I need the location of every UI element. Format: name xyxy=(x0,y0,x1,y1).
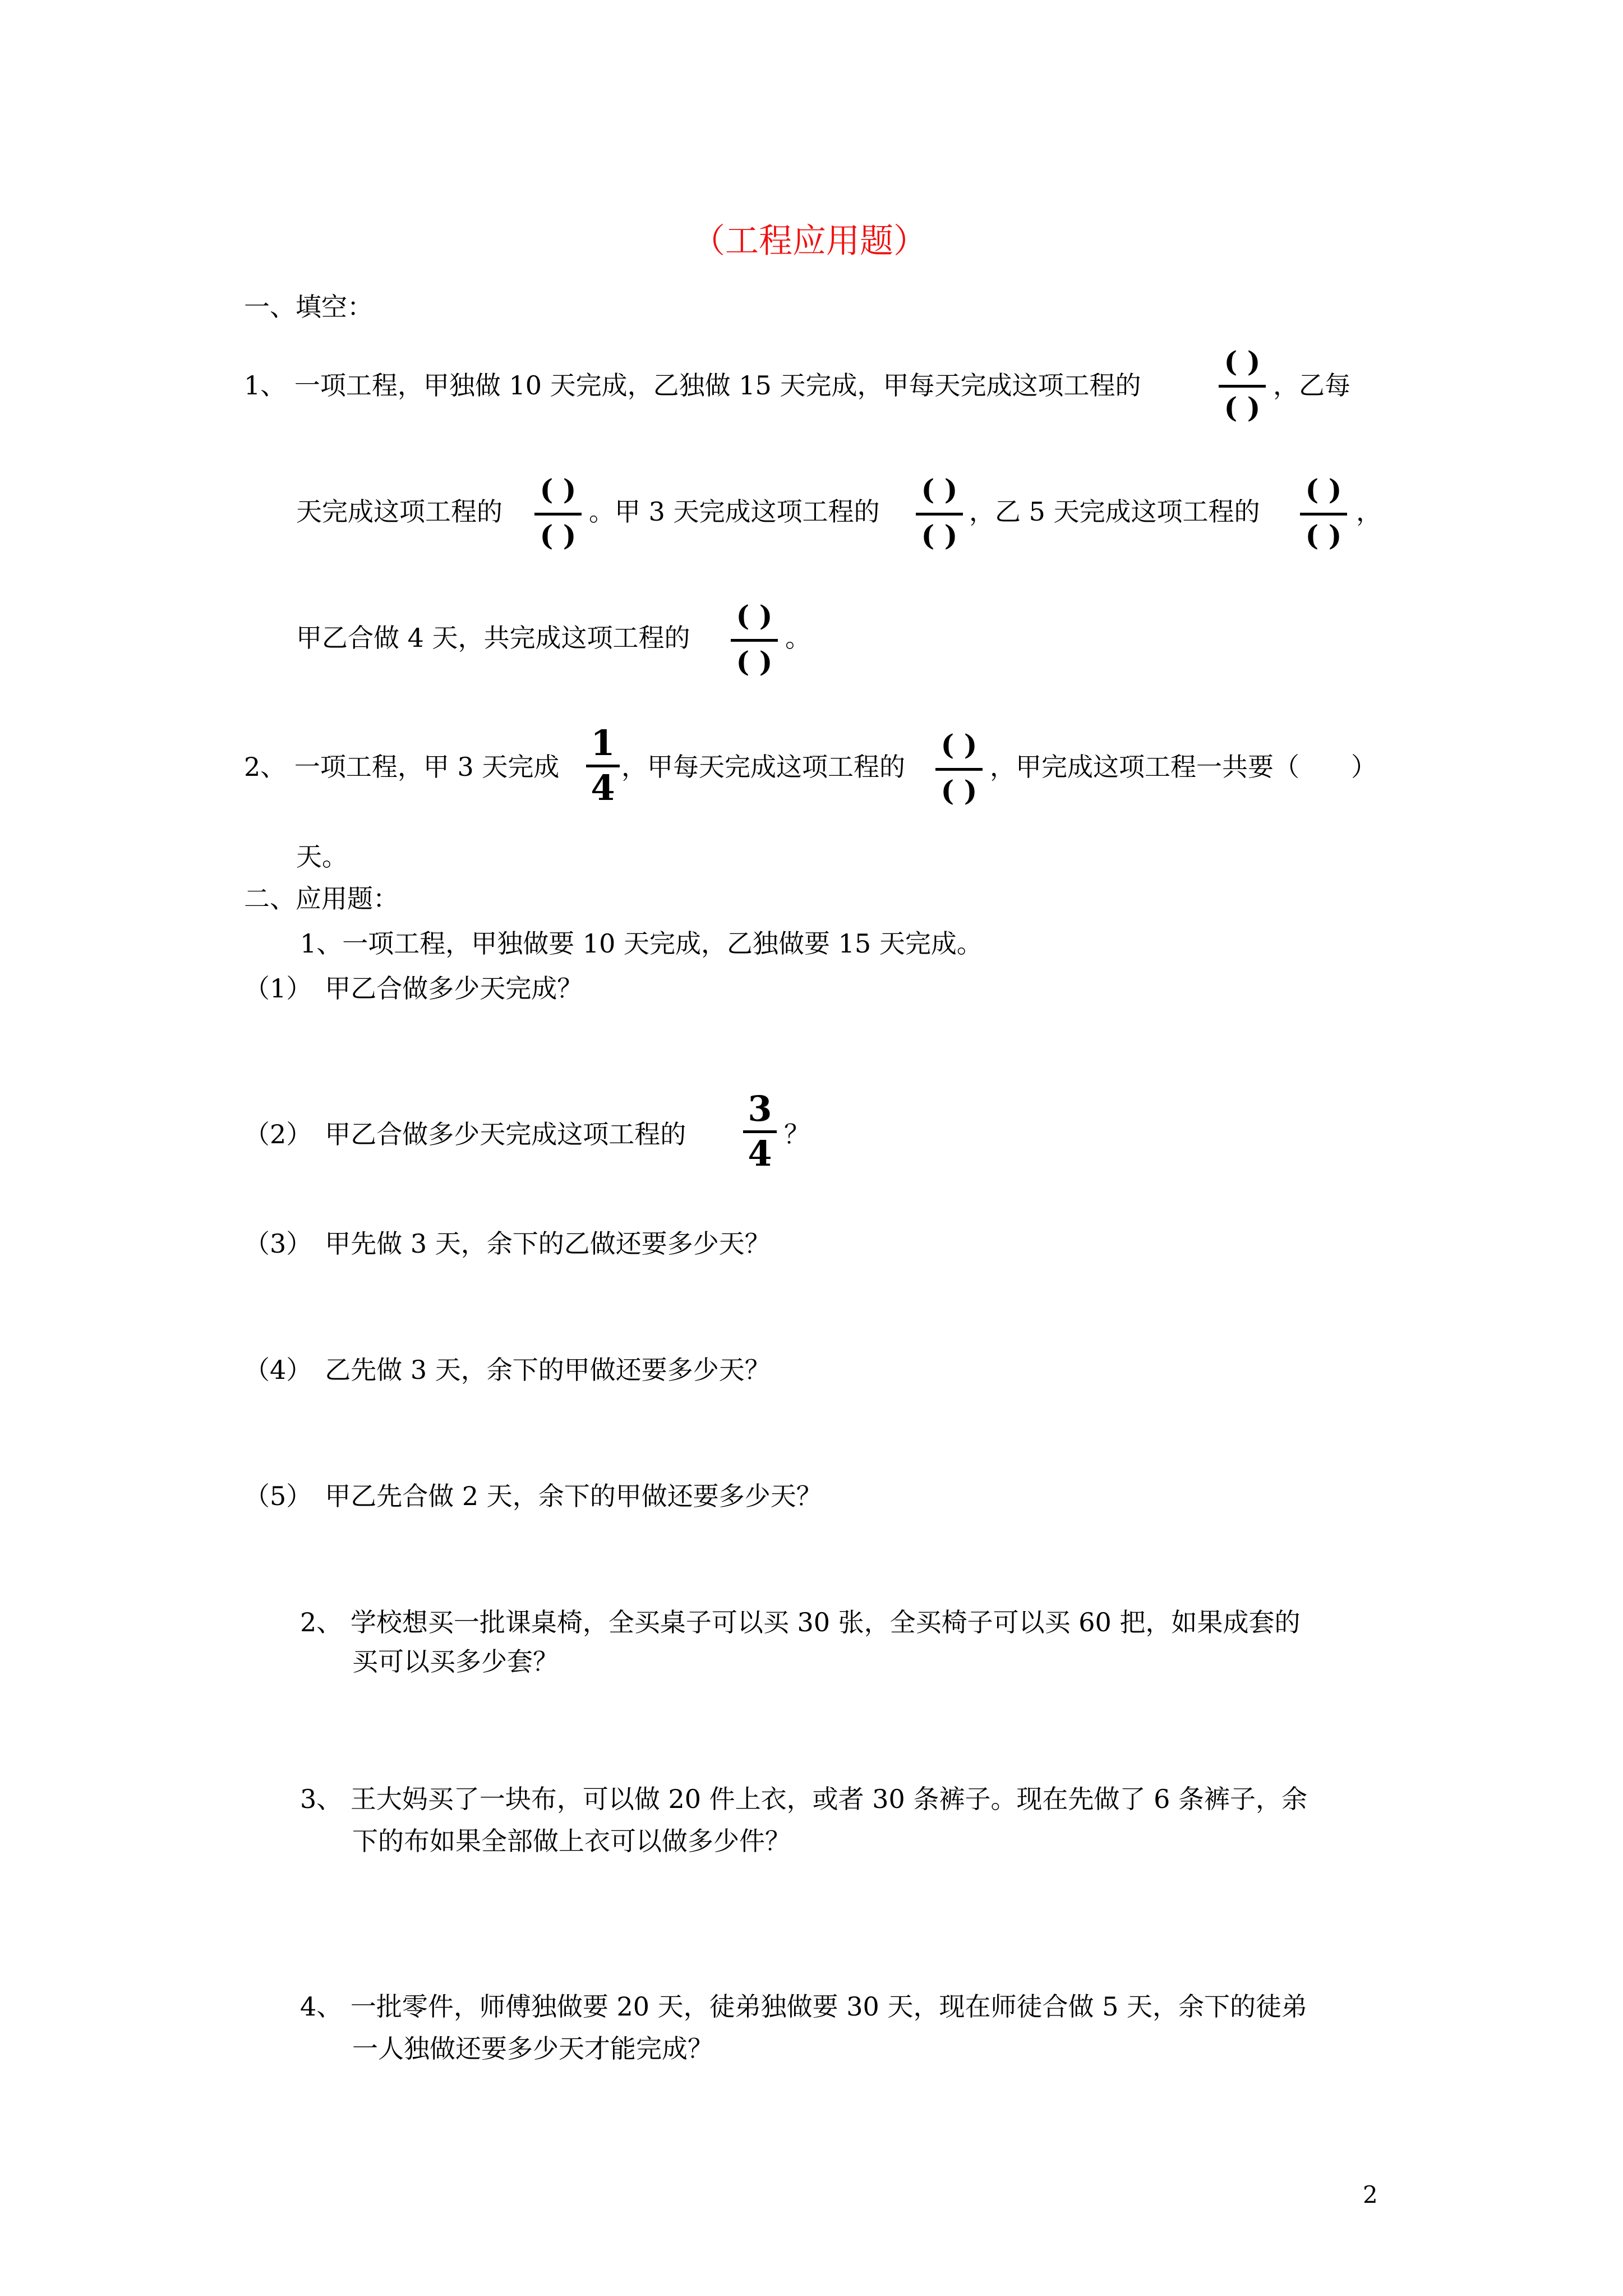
fraction-numerator: ( ) xyxy=(1224,345,1261,378)
fraction-numerator: 1 xyxy=(591,723,615,763)
q1-line1-text: 1、 一项工程，甲独做 10 天完成，乙独做 15 天完成，甲每天完成这项工程的 xyxy=(244,370,1141,401)
q1-line2-d: ， xyxy=(1356,496,1382,527)
q1-line3-b: 。 xyxy=(785,623,811,653)
fraction-denominator: ( ) xyxy=(921,519,958,552)
problem-2-line1: 2、 学校想买一批课桌椅，全买桌子可以买 30 张，全买椅子可以买 60 把，如果成套的 xyxy=(300,1607,1301,1637)
q1-line1-end: ，乙每 xyxy=(1273,370,1350,401)
answer-fraction-blank xyxy=(1214,343,1270,427)
fraction-numerator: ( ) xyxy=(540,473,577,506)
fraction-numerator: ( ) xyxy=(940,728,978,761)
q2-line1-b: ，甲每天完成这项工程的 xyxy=(621,752,905,782)
fraction-denominator: 4 xyxy=(591,767,615,808)
fraction-bar xyxy=(534,513,582,516)
sub-question-3: （3） 甲先做 3 天，余下的乙做还要多少天？ xyxy=(244,1228,771,1259)
problem-3-line1: 3、 王大妈买了一块布，可以做 20 件上衣，或者 30 条裤子。现在先做了 6 条裤子，余 xyxy=(300,1784,1307,1814)
fraction-denominator: 4 xyxy=(748,1133,772,1174)
q2-line1-c: ，甲完成这项工程一共要（ ） xyxy=(990,752,1377,782)
section-heading-word-problems: 二、应用题： xyxy=(244,884,399,914)
problem-1-intro: 1、一项工程，甲独做要 10 天完成，乙独做要 15 天完成。 xyxy=(300,928,983,959)
problem-4-line1: 4、 一批零件，师傅独做要 20 天，徒弟独做要 30 天，现在师徒合做 5 天，余下的徒弟 xyxy=(300,1991,1307,2022)
answer-fraction-blank xyxy=(530,471,586,555)
problem-3-line2: 下的布如果全部做上衣可以做多少件？ xyxy=(352,1826,791,1856)
page-title: （工程应用题） xyxy=(691,222,927,261)
fraction-denominator: ( ) xyxy=(940,774,978,807)
fraction-denominator: ( ) xyxy=(540,519,577,552)
fraction-numerator: 3 xyxy=(748,1088,772,1129)
sub-question-5: （5） 甲乙先合做 2 天，余下的甲做还要多少天？ xyxy=(244,1481,822,1511)
fraction-numerator: ( ) xyxy=(921,473,958,506)
q1-line3-a: 甲乙合做 4 天，共完成这项工程的 xyxy=(296,623,690,653)
section-heading-fill-in: 一、填空： xyxy=(244,292,373,322)
fraction-bar xyxy=(935,768,983,771)
page-number: 2 xyxy=(1363,2181,1378,2208)
answer-fraction-blank xyxy=(1295,471,1352,555)
fraction-bar xyxy=(1300,513,1347,516)
q2-line1-a: 2、 一项工程，甲 3 天完成 xyxy=(244,752,560,782)
sub-question-2: （2） 甲乙合做多少天完成这项工程的 xyxy=(244,1119,686,1149)
q1-line2-a: 天完成这项工程的 xyxy=(296,496,502,527)
sub-question-2-end: ？ xyxy=(784,1119,810,1149)
problem-4-line2: 一人独做还要多少天才能完成？ xyxy=(352,2033,713,2064)
q1-line2-c: ，乙 5 天完成这项工程的 xyxy=(969,496,1260,527)
fraction-numerator: ( ) xyxy=(736,599,773,632)
fraction-denominator: ( ) xyxy=(1305,519,1342,552)
q2-line2: 天。 xyxy=(296,841,348,872)
fraction-denominator: ( ) xyxy=(1224,391,1261,424)
fraction-three-quarters xyxy=(732,1089,788,1174)
answer-fraction-blank xyxy=(726,597,782,682)
answer-fraction-blank xyxy=(911,471,967,555)
problem-2-line2: 买可以买多少套？ xyxy=(352,1646,559,1677)
fraction-bar xyxy=(916,513,963,516)
fraction-numerator: ( ) xyxy=(1305,473,1342,506)
fraction-bar xyxy=(731,639,778,642)
answer-fraction-blank xyxy=(931,726,987,811)
fraction-denominator: ( ) xyxy=(736,645,773,678)
sub-question-4: （4） 乙先做 3 天，余下的甲做还要多少天？ xyxy=(244,1355,771,1385)
fraction-bar xyxy=(1219,385,1266,388)
q1-line2-b: 。甲 3 天完成这项工程的 xyxy=(589,496,880,527)
sub-question-1: （1） 甲乙合做多少天完成？ xyxy=(244,973,583,1004)
